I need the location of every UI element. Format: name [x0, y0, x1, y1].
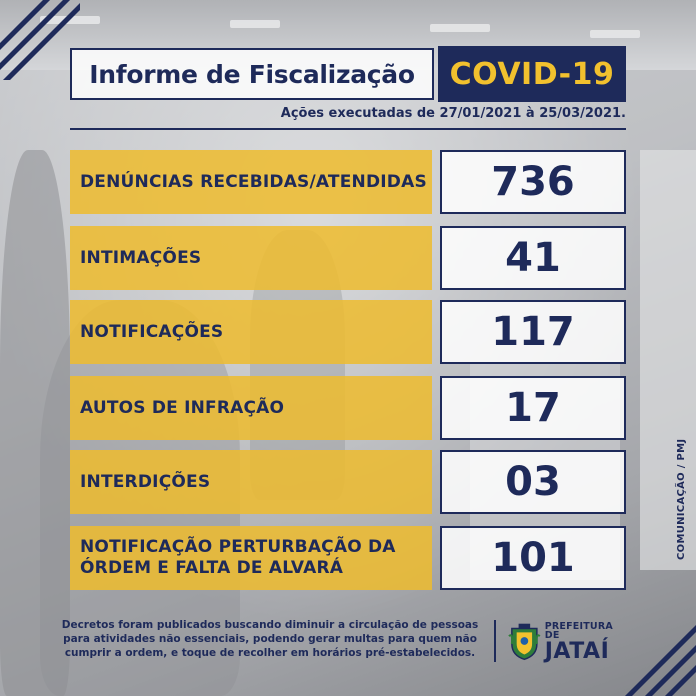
corner-stripes-bottom-right [616, 616, 696, 696]
side-credit: COMUNICAÇÃO / PMJ [676, 438, 687, 560]
stat-value: 736 [491, 159, 575, 205]
stat-label-box [70, 150, 432, 214]
stat-row [70, 526, 626, 590]
stat-label-box [70, 376, 432, 440]
logo-bottom-text: JATAÍ [544, 638, 610, 664]
prefeitura-logo [508, 620, 628, 664]
stat-label [80, 537, 396, 579]
stat-label-line: NOTIFICAÇÃO PERTURBAÇÃO DA [80, 537, 396, 557]
covid-badge [438, 46, 626, 102]
stat-row [70, 450, 626, 514]
covid-badge-text: COVID-19 [449, 56, 615, 92]
footer-note-line: Decretos foram publicados buscando diminuir a circulação de pessoas [61, 619, 479, 631]
stat-label-box [70, 526, 432, 590]
stat-value-box [440, 226, 626, 290]
header-rule [70, 128, 626, 130]
stat-value-box [440, 526, 626, 590]
stat-label: INTERDIÇÕES [80, 471, 211, 492]
stat-row [70, 376, 626, 440]
stat-label: AUTOS DE INFRAÇÃO [80, 397, 285, 418]
stat-value: 17 [505, 385, 561, 431]
stat-label-box [70, 226, 432, 290]
stat-value-box [440, 376, 626, 440]
title-box [70, 48, 434, 100]
stat-value-box [440, 300, 626, 364]
period-text: Ações executadas de 27/01/2021 à 25/03/2021. [280, 106, 626, 121]
stat-value-box [440, 150, 626, 214]
stat-label: DENÚNCIAS RECEBIDAS/ATENDIDAS [80, 171, 427, 192]
stat-value: 03 [505, 459, 561, 505]
footer-note [60, 618, 480, 660]
stat-label-line: ÓRDEM E FALTA DE ALVARÁ [80, 558, 344, 578]
stat-row [70, 226, 626, 290]
stat-row [70, 150, 626, 214]
stat-label: INTIMAÇÕES [80, 247, 202, 268]
stat-value: 117 [491, 309, 575, 355]
stat-label: NOTIFICAÇÕES [80, 321, 224, 342]
coat-of-arms-icon [508, 622, 541, 662]
corner-stripes-top-left [0, 0, 80, 80]
stat-value: 41 [505, 235, 561, 281]
stat-label-box [70, 450, 432, 514]
stat-label-box [70, 300, 432, 364]
stat-row [70, 300, 626, 364]
footer-note-line: para atividades não essenciais, podendo gerar multas para quem não [63, 633, 477, 645]
logo-top-text: PREFEITURA DE [544, 620, 613, 641]
stat-value-box [440, 450, 626, 514]
stat-value: 101 [491, 535, 575, 581]
footer-note-line: cumprir a ordem, e toque de recolher em horários pré-estabelecidos. [64, 647, 476, 659]
page-title: Informe de Fiscalização [89, 59, 415, 89]
footer-divider [494, 620, 496, 662]
